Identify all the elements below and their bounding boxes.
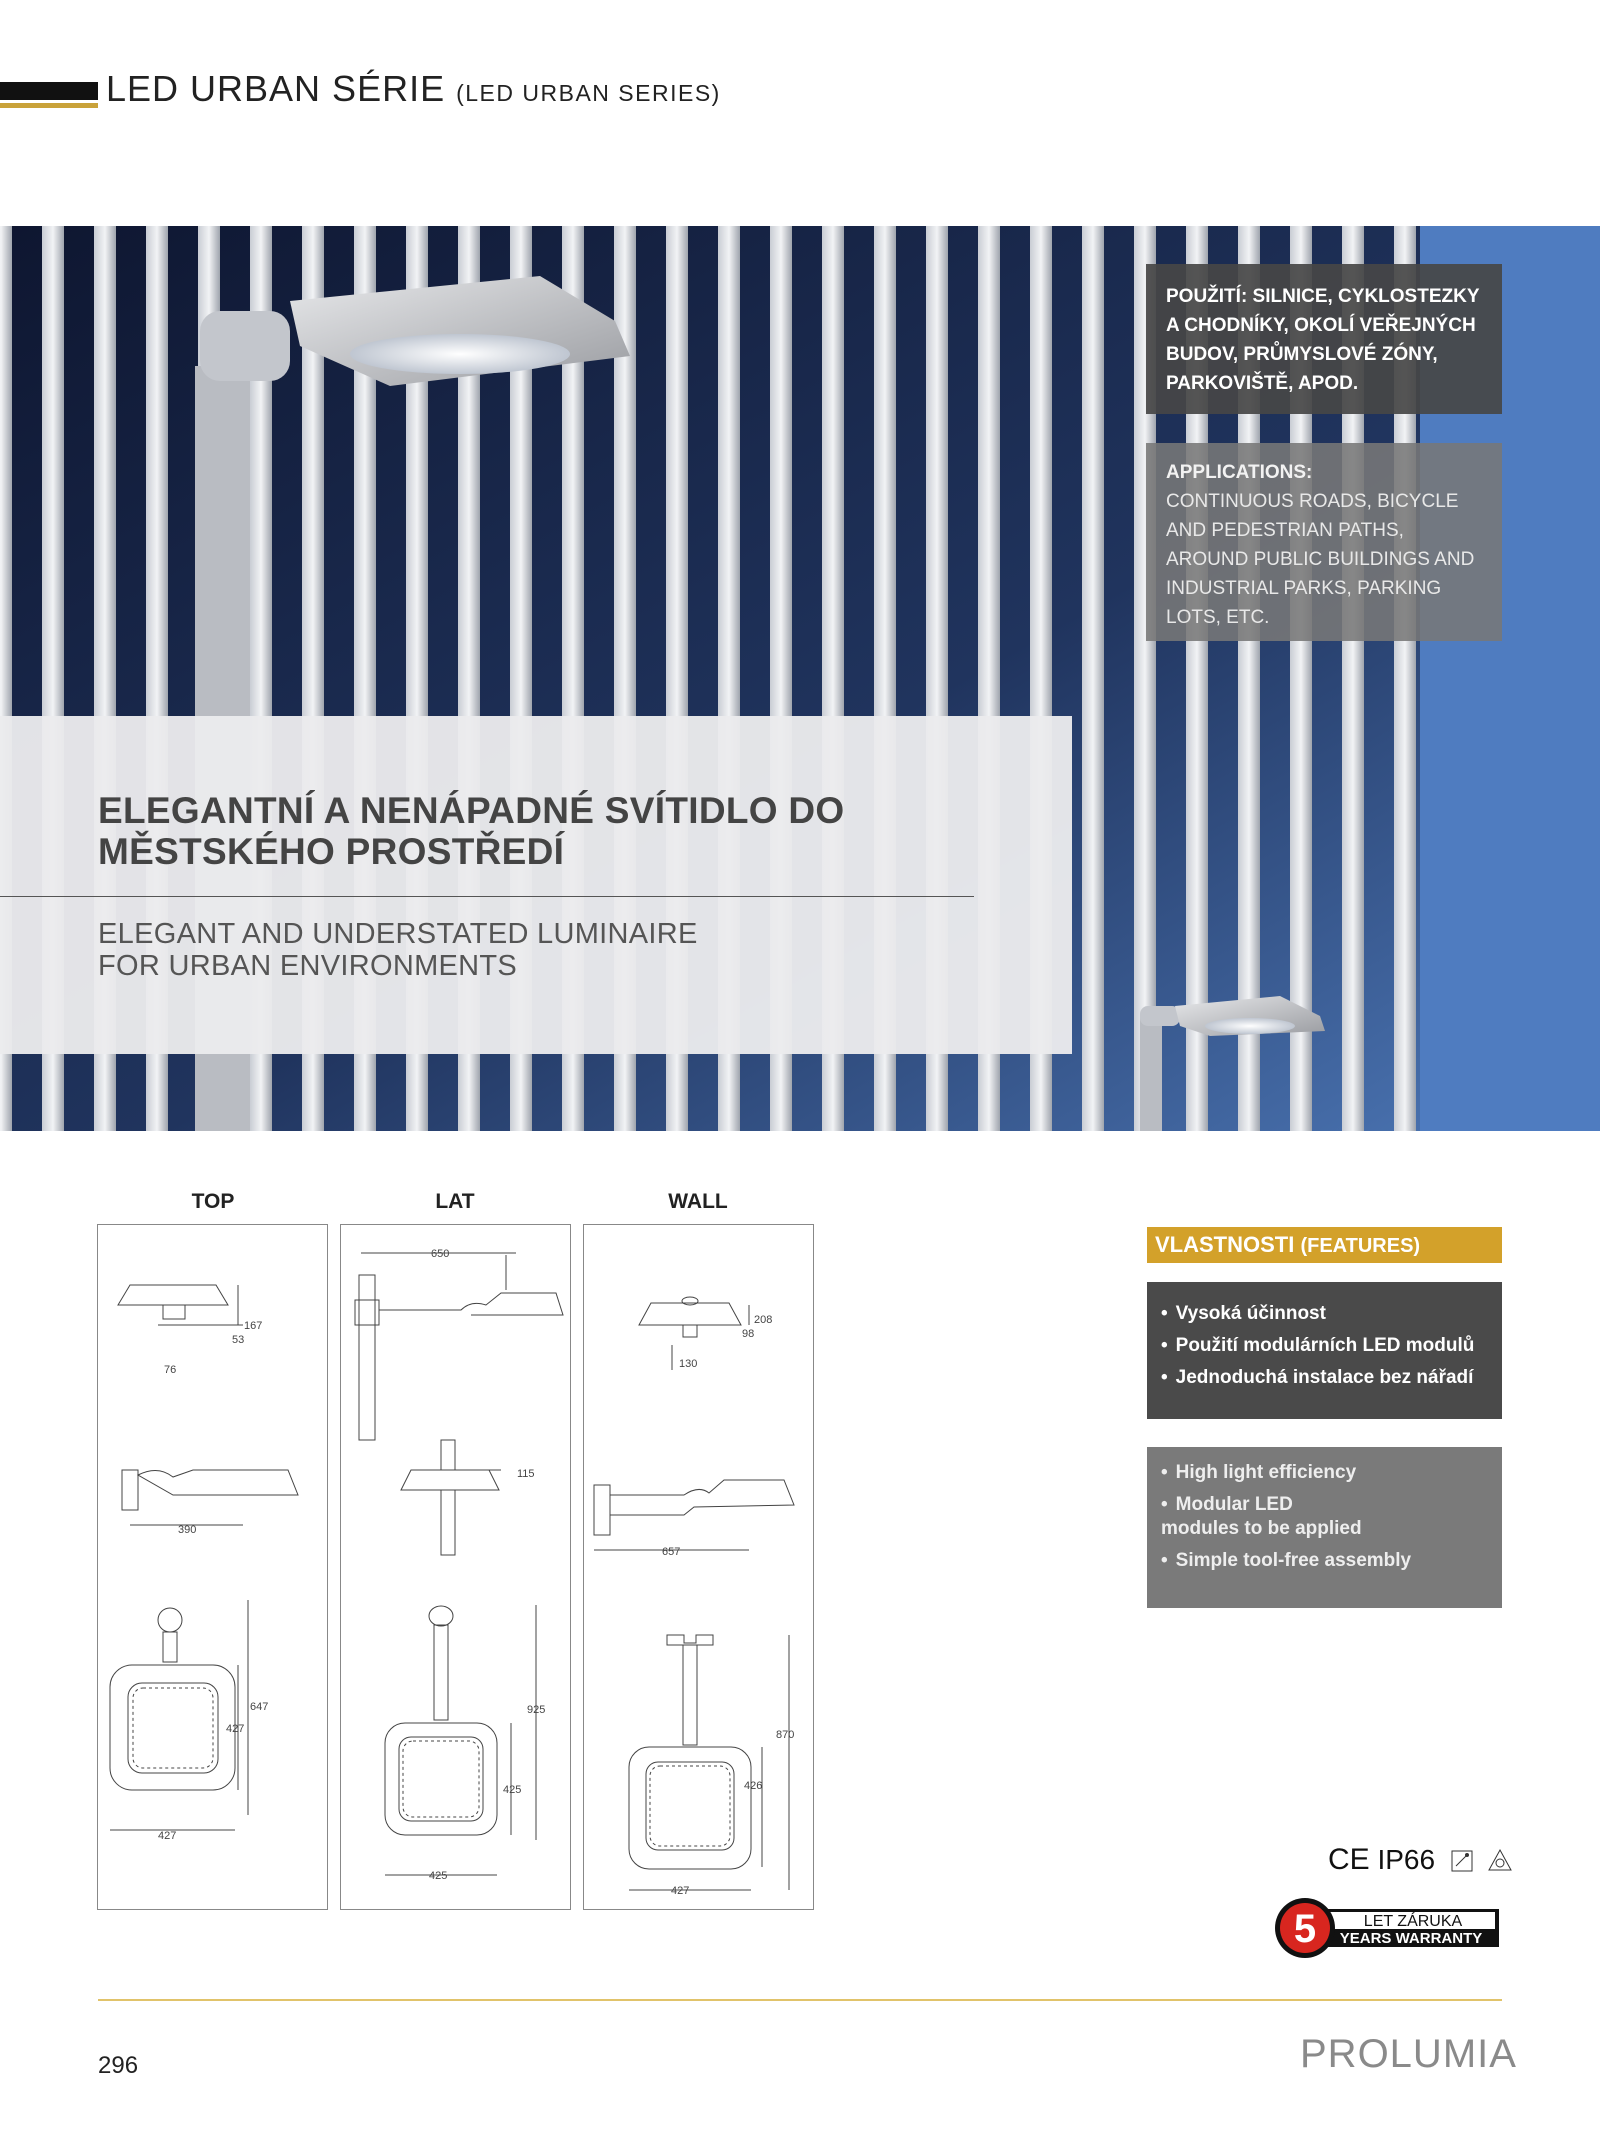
applications-text: CONTINUOUS ROADS, BICYCLE AND PEDESTRIAN PATHS, AROUND PUBLIC BUILDINGS AND INDUSTRIAL PARKS, PARKING LOTS, ETC.: [1166, 491, 1475, 628]
warranty-line1: LET ZÁRUKA: [1363, 1913, 1463, 1930]
svg-text:650: 650: [431, 1248, 450, 1260]
features-heading: VLASTNOSTI (FEATURES): [1147, 1227, 1502, 1263]
svg-text:657: 657: [662, 1546, 681, 1558]
label-lat: LAT: [435, 1190, 475, 1213]
header-bar-gold: [0, 103, 98, 108]
applications-label: APPLICATIONS:: [1166, 462, 1313, 483]
svg-text:76: 76: [164, 1364, 177, 1376]
footer-rule: [98, 1999, 1502, 2001]
brand-logo: PROLUMIA: [1300, 2032, 1517, 2076]
features-heading-en: (FEATURES): [1300, 1235, 1421, 1257]
feature-item: • Vysoká účinnost: [1161, 1298, 1488, 1330]
feature-item: • Simple tool-free assembly: [1161, 1549, 1488, 1573]
svg-text:167: 167: [244, 1320, 263, 1332]
applications-panel-en: [1146, 443, 1502, 641]
drawing-wall: [583, 1224, 814, 1910]
svg-text:427: 427: [158, 1830, 177, 1842]
drawing-lat: [340, 1224, 571, 1910]
label-wall: WALL: [668, 1190, 728, 1213]
ip-rating: IP66: [1377, 1844, 1436, 1875]
series-title: LED URBAN SÉRIE (LED URBAN SERIES): [106, 68, 721, 109]
feature-item: • Použití modulárních LED modulů: [1161, 1330, 1488, 1362]
feature-item: • Modular LED modules to be applied: [1161, 1493, 1488, 1541]
header-bar-black: [0, 82, 98, 100]
svg-text:647: 647: [250, 1701, 269, 1713]
svg-text:130: 130: [679, 1358, 698, 1370]
hero-title: ELEGANTNÍ A NENÁPADNÉ SVÍTIDLO DO MĚSTSKÉHO PROSTŘEDÍ: [98, 790, 845, 872]
features-list-en: [1147, 1447, 1502, 1608]
warranty-badge: [1273, 1896, 1503, 1960]
certifications: [1328, 1843, 1513, 1877]
page-number: 296: [98, 2052, 139, 2079]
svg-text:427: 427: [226, 1723, 245, 1735]
svg-text:425: 425: [429, 1870, 448, 1882]
led-symbol-icon: [1451, 1850, 1473, 1872]
safety-triangle-icon: [1487, 1848, 1513, 1872]
svg-text:925: 925: [527, 1704, 546, 1716]
hero-subtitle: ELEGANT AND UNDERSTATED LUMINAIRE FOR URBAN ENVIRONMENTS: [98, 918, 698, 982]
ce-mark-icon: CE: [1328, 1843, 1370, 1876]
svg-text:115: 115: [517, 1468, 535, 1480]
warranty-line2: YEARS WARRANTY: [1339, 1930, 1483, 1947]
svg-text:870: 870: [776, 1729, 795, 1741]
svg-text:427: 427: [671, 1885, 690, 1897]
feature-item: • Jednoduchá instalace bez nářadí: [1161, 1362, 1488, 1394]
warranty-years: 5: [1293, 1907, 1317, 1951]
svg-text:425: 425: [503, 1784, 522, 1796]
hero-divider: [0, 896, 974, 897]
svg-text:208: 208: [754, 1314, 773, 1326]
svg-text:426: 426: [744, 1780, 763, 1792]
hero-caption-band: [0, 716, 1072, 1054]
applications-panel-cz: POUŽITÍ: SILNICE, CYKLOSTEZKY A CHODNÍKY, OKOLÍ VEŘEJNÝCH BUDOV, PRŮMYSLOVÉ ZÓNY, PARKOVIŠTĚ, APOD.: [1146, 264, 1502, 414]
svg-text:390: 390: [178, 1524, 197, 1536]
facade-fin: [1082, 226, 1104, 1131]
feature-item: • High light efficiency: [1161, 1461, 1488, 1485]
series-subtitle: (LED URBAN SERIES): [456, 80, 721, 106]
svg-text:53: 53: [232, 1334, 245, 1346]
svg-text:98: 98: [742, 1328, 755, 1340]
drawing-top: [97, 1224, 328, 1910]
label-top: TOP: [191, 1190, 235, 1213]
features-list-cz: [1147, 1282, 1502, 1419]
